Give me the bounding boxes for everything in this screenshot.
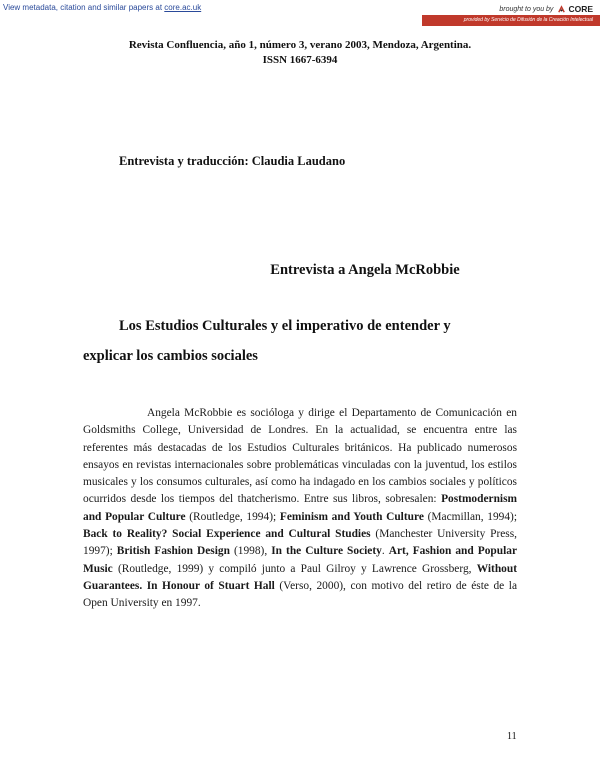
body-text: Angela McRobbie es socióloga y dirige el Departamento de Comunicación en Goldsmiths College, Universidad de Londres. En la actualidad, se encuentra entre las referentes más destacadas de los Estudios Culturales británicos. Ha publicado numerosos ensayos en revistas internacionales sobre problemáticas vinculadas con la juventud, los estilos musicales y los consumos culturales, así como ha indagado en los cambios sociales y políticos ocurridos desde los tiempos del thatcherismo. Entre sus libros, sobresalen: [83,407,517,506]
book-title: Postmodernism and Popular Culture [83,493,517,523]
core-logo[interactable] [557,4,593,14]
subtitle-line-2: explicar los cambios sociales [83,348,258,364]
body-text: (Routledge, 1994); [185,510,280,523]
journal-header-issn: ISSN 1667-6394 [262,54,338,66]
article-title-text: Entrevista a Angela McRobbie [270,262,460,278]
body-text: . [381,545,389,558]
book-title: In the Culture Society [271,545,382,558]
subtitle-line-1: Los Estudios Culturales y el imperativo de entender y [119,318,451,334]
provided-by-strip[interactable]: provided by Servicio de Difusión de la Creación Intelectual [422,15,600,26]
core-banner [0,0,600,26]
body-text: (Routledge, 1999) y compiló junto a Paul Gilroy y Lawrence Grossberg, [112,562,477,575]
book-title: British Fashion Design [116,545,230,558]
brought-by-text: brought to you by [499,5,554,13]
book-title: Without Guarantees. In Honour of Stuart Hall [83,562,517,592]
core-logo-icon [557,5,566,14]
body-text: (Verso, 2000), con motivo del retiro de éste de la Open University en 1997. [83,579,517,610]
interview-credit: Entrevista y traducción: Claudia Laudano [119,154,346,168]
article-title [0,262,600,279]
body-text: (Manchester University Press, 1997); [83,528,517,558]
book-title: Art, Fashion and Popular Music [83,545,518,575]
core-link[interactable]: core.ac.uk [164,3,202,12]
core-link-prefix: View metadata, citation and similar papers at [3,3,165,12]
core-metadata-link[interactable] [3,3,201,12]
book-title: Back to Reality? Social Experience and Cultural Studies [83,528,371,541]
intro-paragraph [83,405,517,613]
body-text: (Macmillan, 1994); [423,510,518,523]
book-title: Feminism and Youth Culture [279,510,424,523]
core-logo-text: CORE [568,4,593,14]
journal-header-line1: Revista Confluencia, año 1, número 3, verano 2003, Mendoza, Argentina. [128,39,472,51]
body-text: (1998), [229,545,272,558]
core-brought-by[interactable] [499,3,593,15]
journal-header [60,38,540,68]
page-number: 11 [507,731,517,742]
